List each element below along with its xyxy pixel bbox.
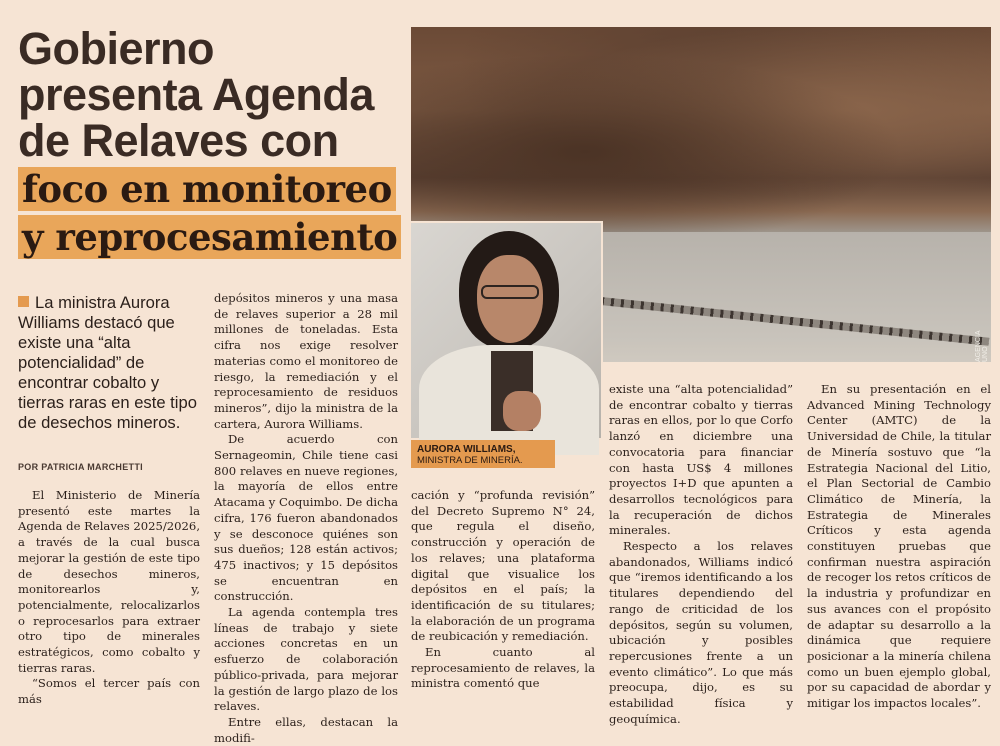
paragraph: La agenda contempla tres líneas de trabajo y siete acciones concretas en un esfuerzo de colaboración público-privada, para mejorar la gestión de largo plazo de los relaves. [214, 605, 398, 714]
portrait-hand [503, 391, 541, 431]
caption-name: AURORA WILLIAMS, [417, 444, 516, 455]
paragraph: “Somos el tercer país con más [18, 676, 200, 707]
lead-text: La ministra Aurora Williams destacó que existe una “alta potencialidad” de encontrar cobalto y tierras raras en este tipo de desechos mineros. [18, 293, 197, 432]
bullet-square-icon [18, 296, 29, 307]
article-column-5 [807, 382, 991, 712]
article-column-1 [18, 488, 200, 708]
byline: POR PATRICIA MARCHETTI [18, 462, 143, 472]
portrait-glasses [481, 285, 539, 299]
portrait-face [477, 255, 543, 343]
paragraph: Entre ellas, destacan la modifi- [214, 714, 398, 745]
headline [18, 23, 408, 260]
paragraph: depósitos mineros y una masa de relaves superior a 28 mil millones de toneladas. Esta cifra nos exige resolver materias como el monitoreo de riesgo, la remediación y el reprocesamiento de residuos mineros”, dijo la ministra de la cartera, Aurora Williams. [214, 291, 398, 431]
caption-role: MINISTRA DE MINERÍA. [417, 455, 523, 466]
article-column-3 [411, 488, 595, 692]
article-column-2 [214, 291, 398, 746]
paragraph: En su presentación en el Advanced Mining Technology Center (AMTC) de la Universidad de Chile, la titular de Minería sostuvo que “la Estrategia Nacional del Litio, el Plan Sectorial de Cambio Climático de Minería, la Estrategia de Minerales Críticos y esta agenda constituyen pruebas que confirman nuestra aspiración de recoger los retos críticos de la industria y profundizar en sus avances con el propósito de adaptar su desarrollo a la dinámica que requiere posicionar a la minería chilena como un buen ejemplo global, por su capacidad de abordar y mitigar los impactos locales”. [807, 382, 991, 711]
photo-credit: AGENCIA UNO [975, 330, 989, 362]
photo-hillside [411, 27, 991, 235]
article-column-4 [609, 382, 793, 727]
minister-portrait-photo [411, 221, 603, 438]
paragraph: En cuanto al reprocesamiento de relaves, la ministra comentó que [411, 645, 595, 691]
photo-caption [411, 440, 555, 468]
paragraph: existe una “alta potencialidad” de encontrar cobalto y tierras raras en ellos, por lo que Corfo lanzó en diciembre una convocatoria para financiar con hasta US$ 4 millones proyectos I+D que apunten a desarrollos tecnológicos para la recuperación de dichos minerales. [609, 382, 793, 538]
headline-highlight: foco en monitoreo y reprocesamiento [18, 167, 401, 259]
paragraph: El Ministerio de Minería presentó este martes la Agenda de Relaves 2025/2026, a través de la cual busca mejorar la gestión de este tipo de desechos mineros, monitorearlos y, potencialmente, relocalizarlos o reprocesarlos para extraer otro tipo de minerales estratégicos, como cobalto y tierras raras. [18, 488, 200, 675]
lead-summary [18, 293, 208, 433]
paragraph: Respecto a los relaves abandonados, Williams indicó que “iremos identificando a los titulares dependiendo del rango de criticidad de los depósitos, según su volumen, ubicación y posibles repercusiones frente a un evento climático”. Lo que más preocupa, dijo, es su estabilidad física y geoquímica. [609, 539, 793, 726]
paragraph: cación y “profunda revisión” del Decreto Supremo N° 24, que regula el diseño, construcción y operación de los relaves; una plataforma digital que visualice los depósitos en el país; la identificación de su titulares; la elaboración de un programa de reubicación y remediación. [411, 488, 595, 644]
paragraph: De acuerdo con Sernageomin, Chile tiene casi 800 relaves en nueve regiones, la mayoría de ellos entre Atacama y Coquimbo. De dicha cifra, 176 fueron abandonados y se desconoce quiénes son sus dueños; 128 están activos; 475 inactivos; y 15 depósitos se encuentran en construcción. [214, 432, 398, 604]
headline-plain: Gobierno presenta Agenda de Relaves con [18, 23, 374, 166]
